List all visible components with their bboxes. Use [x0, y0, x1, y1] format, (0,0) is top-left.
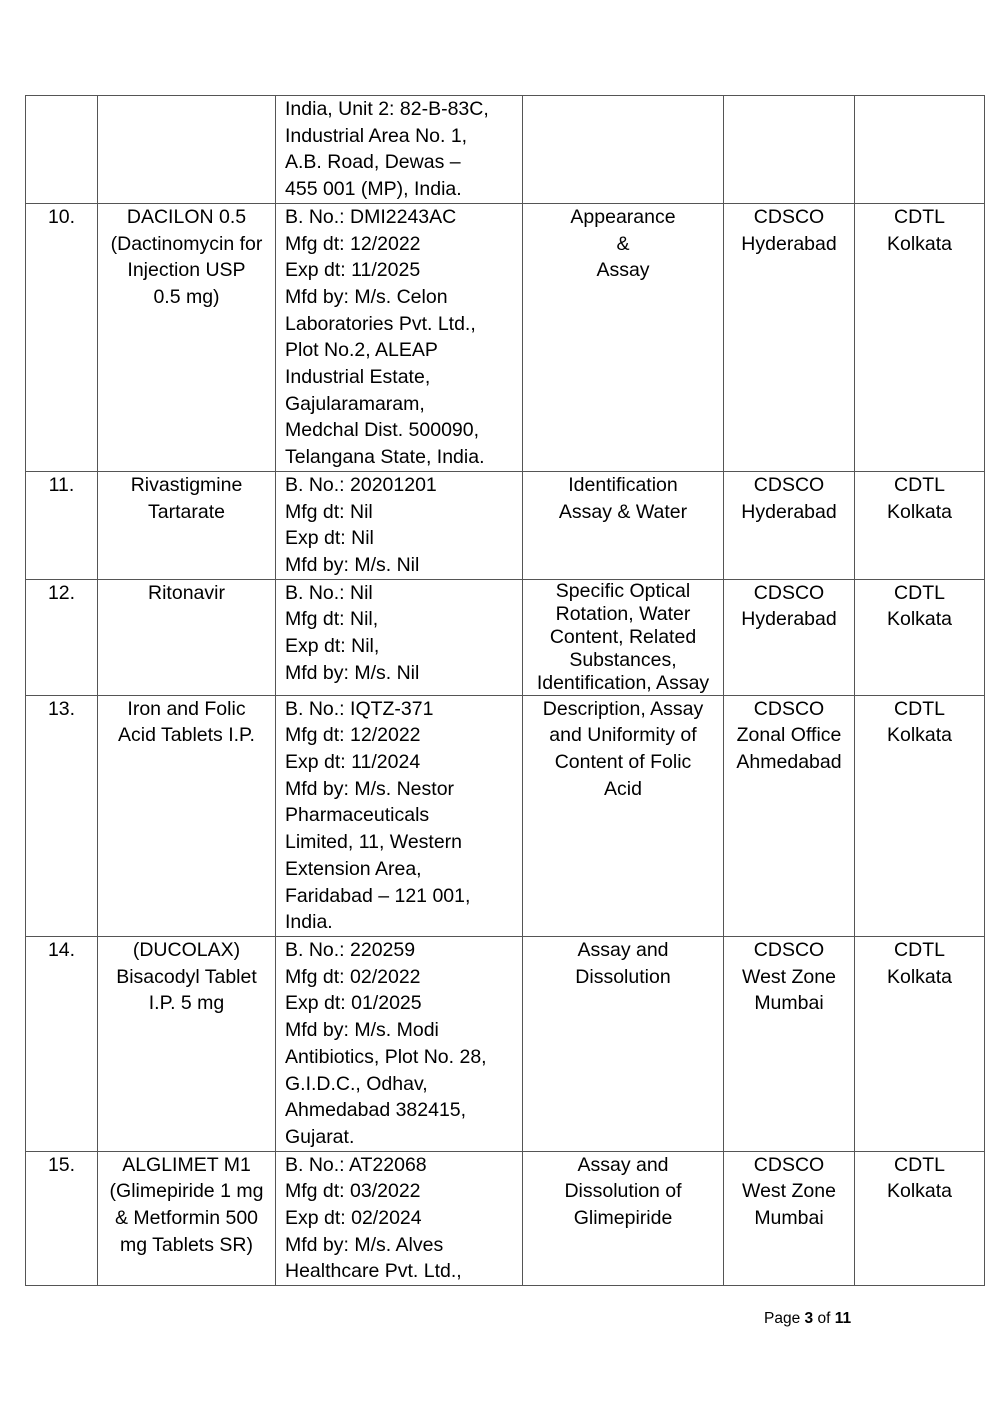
- serial-number: 12.: [47, 581, 76, 604]
- batch-details-line: India.: [285, 911, 333, 934]
- serial-number-cell: [26, 936, 98, 1151]
- tests-line: &: [616, 232, 630, 255]
- page-total: 11: [834, 1310, 852, 1327]
- table-row: [26, 96, 985, 204]
- tests-line: Substances,: [569, 648, 677, 671]
- batch-details-line: B. No.: 220259: [285, 938, 416, 961]
- batch-details-line: Faridabad – 121 001,: [285, 884, 471, 907]
- batch-details-line: G.I.D.C., Odhav,: [285, 1072, 428, 1095]
- sent-by-cell: [724, 203, 855, 471]
- batch-details-line: Exp dt: 01/2025: [285, 992, 422, 1015]
- lab-cell: [855, 203, 985, 471]
- tests-line: Assay and: [577, 1153, 669, 1176]
- batch-details-line: Medchal Dist. 500090,: [285, 419, 480, 442]
- batch-details-line: Mfd by: M/s. Alves: [285, 1233, 444, 1256]
- batch-details-cell: [276, 96, 523, 204]
- batch-details-line: Pharmaceuticals: [285, 804, 430, 827]
- sent-by-line: West Zone: [742, 965, 836, 988]
- sent-by-cell: [724, 579, 855, 695]
- sent-by-line: CDSCO: [753, 938, 825, 961]
- drug-name-line: I.P. 5 mg: [148, 992, 225, 1015]
- table-row: [26, 936, 985, 1151]
- batch-details-line: Mfg dt: 12/2022: [285, 724, 421, 747]
- tests-line: Assay & Water: [558, 500, 688, 523]
- tests-line: Rotation, Water: [555, 602, 691, 625]
- drug-name-line: (DUCOLAX): [132, 938, 241, 961]
- tests-line: Appearance: [570, 205, 676, 228]
- drug-name-line: Bisacodyl Tablet: [116, 965, 257, 988]
- tests-line: Content, Related: [549, 625, 697, 648]
- sent-by-line: CDSCO: [753, 581, 825, 604]
- lab-cell: [855, 96, 985, 204]
- lab-line: CDTL: [894, 581, 945, 604]
- serial-number-cell: [26, 203, 98, 471]
- table-row: [26, 579, 985, 695]
- table-row: [26, 695, 985, 936]
- batch-details-line: Industrial Area No. 1,: [285, 124, 468, 147]
- tests-cell: [523, 579, 724, 695]
- lab-line: Kolkata: [886, 500, 953, 523]
- batch-details-line: Exp dt: 02/2024: [285, 1207, 422, 1230]
- sent-by-line: Mumbai: [754, 992, 824, 1015]
- sent-by-cell: [724, 936, 855, 1151]
- sent-by-line: Hyderabad: [741, 500, 837, 523]
- drug-name-line: Rivastigmine: [130, 473, 243, 496]
- lab-line: Kolkata: [886, 1180, 953, 1203]
- drug-name-line: (Dactinomycin for: [110, 232, 263, 255]
- tests-cell: [523, 1151, 724, 1286]
- batch-details-line: B. No.: Nil: [285, 581, 373, 604]
- batch-details-line: India, Unit 2: 82-B-83C,: [285, 98, 489, 120]
- serial-number-cell: [26, 471, 98, 579]
- tests-cell: [523, 203, 724, 471]
- batch-details-line: Healthcare Pvt. Ltd.,: [285, 1260, 462, 1283]
- drug-name-line: ALGLIMET M1: [122, 1153, 251, 1176]
- batch-details-line: B. No.: IQTZ-371: [285, 697, 434, 720]
- batch-details-cell: [276, 695, 523, 936]
- batch-details-line: B. No.: AT22068: [285, 1153, 427, 1176]
- batch-details-line: B. No.: DMI2243AC: [285, 205, 457, 228]
- serial-number: 13.: [47, 697, 76, 720]
- tests-line: Assay: [596, 259, 650, 282]
- sent-by-line: CDSCO: [753, 205, 825, 228]
- page-footer: [764, 1310, 851, 1328]
- tests-cell: [523, 695, 724, 936]
- lab-cell: [855, 936, 985, 1151]
- page-of: of: [817, 1310, 831, 1327]
- drug-name-line: mg Tablets SR): [120, 1233, 253, 1256]
- batch-details-line: Gujarat.: [285, 1125, 355, 1148]
- batch-details-line: Mfg dt: 02/2022: [285, 965, 421, 988]
- drug-name-line: 0.5 mg): [153, 285, 220, 308]
- batch-details-line: Mfg dt: Nil,: [285, 608, 379, 631]
- lab-line: CDTL: [894, 473, 945, 496]
- table-row: [26, 471, 985, 579]
- batch-details-line: Exp dt: Nil,: [285, 635, 380, 658]
- drug-name-line: Tartarate: [148, 500, 225, 523]
- sent-by-line: Hyderabad: [741, 232, 837, 255]
- drug-name-line: Ritonavir: [148, 581, 225, 604]
- lab-line: Kolkata: [886, 965, 953, 988]
- batch-details-line: Antibiotics, Plot No. 28,: [285, 1045, 487, 1068]
- serial-number: 14.: [47, 938, 76, 961]
- sent-by-line: CDSCO: [753, 473, 825, 496]
- lab-line: Kolkata: [886, 608, 953, 631]
- sent-by-line: Hyderabad: [741, 608, 837, 631]
- sent-by-line: Ahmedabad: [736, 751, 842, 774]
- batch-details-line: Gajularamaram,: [285, 392, 425, 415]
- lab-line: CDTL: [894, 938, 945, 961]
- tests-cell: [523, 96, 724, 204]
- sent-by-line: Zonal Office: [736, 724, 842, 747]
- batch-details-cell: [276, 1151, 523, 1286]
- lab-line: CDTL: [894, 697, 945, 720]
- batch-details-line: Mfg dt: Nil: [285, 500, 373, 523]
- batch-details-cell: [276, 471, 523, 579]
- drug-name-line: Injection USP: [127, 259, 246, 282]
- tests-line: Identification, Assay: [536, 671, 710, 694]
- lab-line: CDTL: [894, 205, 945, 228]
- batch-details-cell: [276, 579, 523, 695]
- tests-line: Description, Assay: [542, 697, 704, 720]
- drug-name-cell: [98, 936, 276, 1151]
- table-row: [26, 1151, 985, 1286]
- batch-details-cell: [276, 936, 523, 1151]
- samples-table: [25, 95, 985, 1286]
- batch-details-line: Mfd by: M/s. Nil: [285, 553, 420, 576]
- batch-details-line: Ahmedabad 382415,: [285, 1099, 467, 1122]
- batch-details-line: Mfg dt: 12/2022: [285, 232, 421, 255]
- batch-details-line: Mfd by: M/s. Modi: [285, 1019, 439, 1042]
- tests-line: Assay and: [577, 938, 669, 961]
- page-prefix: Page: [764, 1310, 801, 1327]
- drug-name-cell: [98, 471, 276, 579]
- drug-name-cell: [98, 579, 276, 695]
- sent-by-cell: [724, 471, 855, 579]
- tests-line: Specific Optical: [555, 579, 691, 602]
- drug-name-line: Iron and Folic: [127, 697, 246, 720]
- page-current: 3: [804, 1310, 814, 1327]
- sent-by-cell: [724, 695, 855, 936]
- serial-number-cell: [26, 96, 98, 204]
- serial-number-cell: [26, 579, 98, 695]
- batch-details-line: Industrial Estate,: [285, 366, 431, 389]
- tests-line: Identification: [568, 473, 678, 496]
- drug-name-line: (Glimepiride 1 mg: [109, 1180, 264, 1203]
- tests-cell: [523, 471, 724, 579]
- tests-line: and Uniformity of: [549, 724, 697, 747]
- drug-name-cell: [98, 1151, 276, 1286]
- sent-by-line: Mumbai: [754, 1207, 824, 1230]
- tests-line: Dissolution of: [564, 1180, 682, 1203]
- lab-cell: [855, 1151, 985, 1286]
- lab-line: Kolkata: [886, 724, 953, 747]
- serial-number: 10.: [47, 205, 76, 228]
- sent-by-line: CDSCO: [753, 697, 825, 720]
- batch-details-line: Exp dt: Nil: [285, 527, 374, 550]
- sent-by-line: West Zone: [742, 1180, 836, 1203]
- lab-cell: [855, 579, 985, 695]
- batch-details-line: Mfd by: M/s. Nestor: [285, 777, 455, 800]
- sent-by-cell: [724, 1151, 855, 1286]
- batch-details-line: 455 001 (MP), India.: [285, 178, 462, 201]
- batch-details-line: Exp dt: 11/2024: [285, 751, 421, 774]
- tests-line: Content of Folic: [554, 751, 692, 774]
- batch-details-line: Mfd by: M/s. Celon: [285, 285, 448, 308]
- drug-name-line: & Metformin 500: [114, 1207, 259, 1230]
- lab-cell: [855, 471, 985, 579]
- batch-details-cell: [276, 203, 523, 471]
- tests-cell: [523, 936, 724, 1151]
- lab-line: Kolkata: [886, 232, 953, 255]
- batch-details-line: Plot No.2, ALEAP: [285, 339, 438, 362]
- tests-line: Glimepiride: [573, 1207, 673, 1230]
- batch-details-line: Telangana State, India.: [285, 446, 485, 469]
- samples-table-body: [26, 96, 985, 1286]
- lab-line: CDTL: [894, 1153, 945, 1176]
- sent-by-cell: [724, 96, 855, 204]
- drug-name-cell: [98, 203, 276, 471]
- drug-name-cell: [98, 96, 276, 204]
- drug-name-cell: [98, 695, 276, 936]
- drug-name-line: Acid Tablets I.P.: [118, 724, 255, 747]
- batch-details-line: B. No.: 20201201: [285, 473, 437, 496]
- batch-details-line: Laboratories Pvt. Ltd.,: [285, 312, 476, 335]
- lab-cell: [855, 695, 985, 936]
- batch-details-line: Mfg dt: 03/2022: [285, 1180, 421, 1203]
- serial-number: 15.: [47, 1153, 76, 1176]
- serial-number-cell: [26, 1151, 98, 1286]
- batch-details-line: A.B. Road, Dewas –: [285, 151, 461, 174]
- tests-line: Dissolution: [575, 965, 671, 988]
- drug-name-line: DACILON 0.5: [126, 205, 247, 228]
- serial-number: 11.: [48, 473, 75, 496]
- table-row: [26, 203, 985, 471]
- sent-by-line: CDSCO: [753, 1153, 825, 1176]
- tests-line: Acid: [604, 777, 642, 800]
- serial-number-cell: [26, 695, 98, 936]
- batch-details-line: Exp dt: 11/2025: [285, 259, 421, 282]
- batch-details-line: Limited, 11, Western: [285, 831, 463, 854]
- batch-details-line: Extension Area,: [285, 857, 422, 880]
- batch-details-line: Mfd by: M/s. Nil: [285, 661, 420, 684]
